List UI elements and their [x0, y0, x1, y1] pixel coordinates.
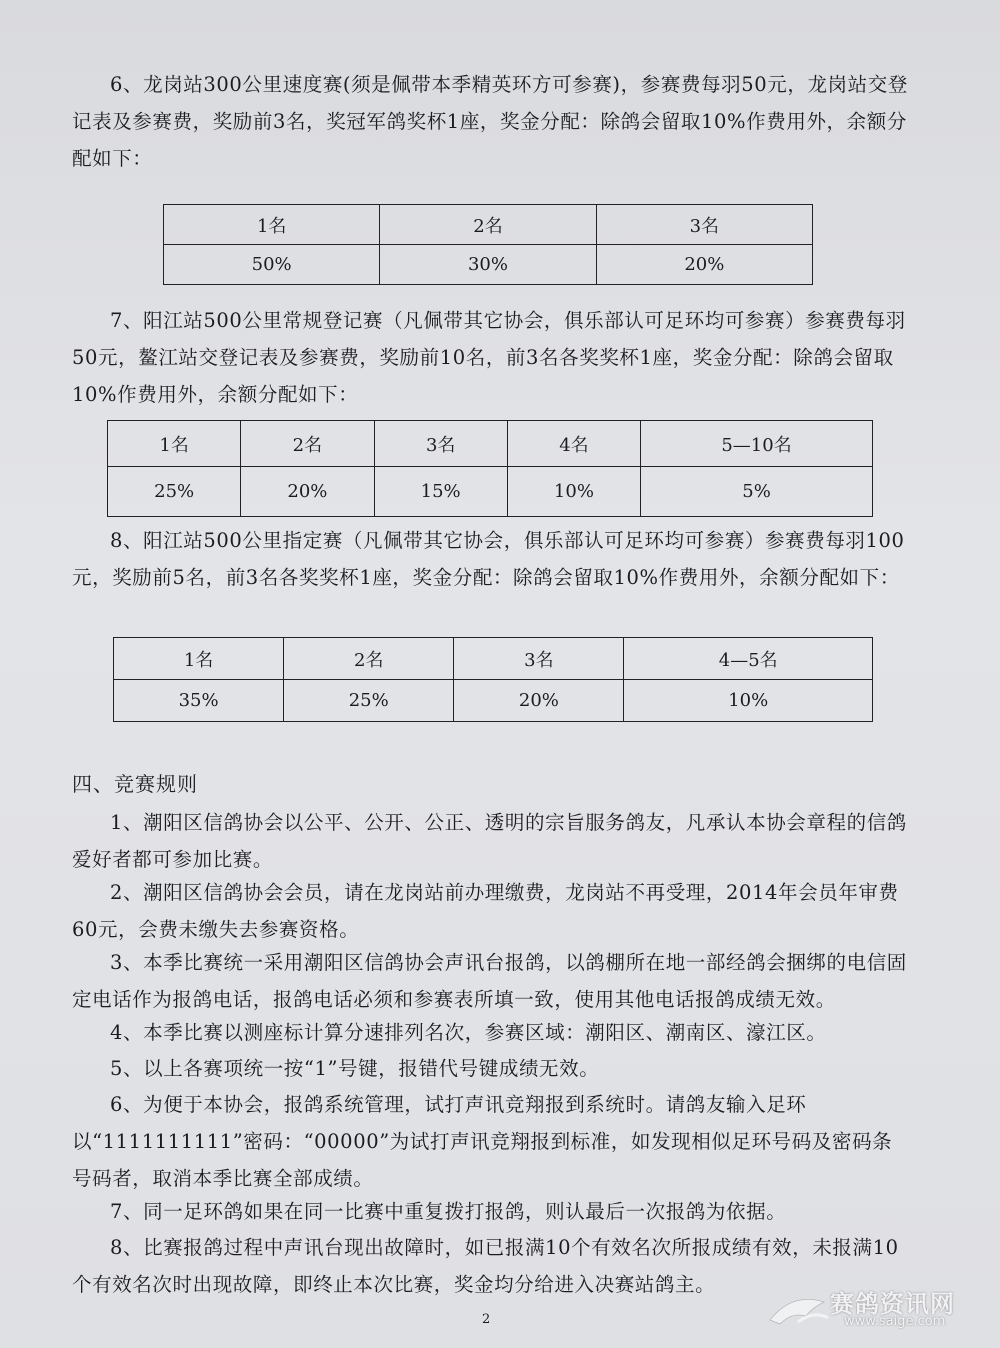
item-8-text: 8、阳江站500公里指定赛（凡佩带其它协会，俱乐部认可足环均可参赛）参赛费每羽100元，奖励前5名，前3名各奖奖杯1座，奖金分配：除鸽会留取10%作费用外，余额分配如下： [72, 529, 905, 589]
table2-header-3: 3名 [374, 421, 507, 467]
table2-header-5: 5—10名 [641, 421, 873, 467]
table1-header-1: 1名 [164, 205, 380, 245]
table1-header-3: 3名 [596, 205, 812, 245]
watermark-url: www.saige.com [844, 1314, 946, 1329]
table3-value-1: 35% [114, 680, 284, 722]
table2-header-2: 2名 [241, 421, 374, 467]
table1-value-2: 30% [380, 245, 596, 285]
table3-header-4: 4—5名 [624, 638, 873, 680]
table2-value-5: 5% [641, 467, 873, 517]
watermark-site-name: 赛鸽资讯网 [830, 1290, 955, 1318]
table2-header-4: 4名 [507, 421, 640, 467]
table2-value-3: 15% [374, 467, 507, 517]
table1-value-3: 20% [596, 245, 812, 285]
table3-header-3: 3名 [454, 638, 624, 680]
section-4-heading: 四、竞赛规则 [72, 772, 198, 796]
table1-header-2: 2名 [380, 205, 596, 245]
rule-2: 2、潮阳区信鸽协会会员，请在龙岗站前办理缴费，龙岗站不再受理，2014年会员年审费60元，会费未缴失去参赛资格。 [72, 881, 899, 941]
table3-header-2: 2名 [284, 638, 454, 680]
table3-value-4: 10% [624, 680, 873, 722]
prize-table-2 [107, 420, 873, 517]
rule-3: 3、本季比赛统一采用潮阳区信鸽协会声讯台报鸽，以鸽棚所在地一部经鸽会捆绑的电信固定电话作为报鸽电话，报鸽电话必须和参赛表所填一致，使用其他电话报鸽成绩无效。 [72, 951, 907, 1011]
table2-value-4: 10% [507, 467, 640, 517]
prize-table-3 [113, 637, 873, 722]
table1-value-1: 50% [164, 245, 380, 285]
item-6-text: 6、龙岗站300公里速度赛(须是佩带本季精英环方可参赛)，参赛费每羽50元，龙岗站交登记表及参赛费，奖励前3名，奖冠军鸽奖杯1座，奖金分配：除鸽会留取10%作费用外，余额分配如下： [72, 73, 908, 170]
table2-value-1: 25% [108, 467, 241, 517]
page-number: 2 [482, 1312, 491, 1327]
rule-6: 6、为便于本协会，报鸽系统管理，试打声讯竞翔报到系统时。请鸽友输入足环以“1111111111”密码：“00000”为试打声讯竞翔报到标准，如发现相似足环号码及密码条号码者，取消本季比赛全部成绩。 [72, 1093, 893, 1190]
table3-value-2: 25% [284, 680, 454, 722]
rule-4: 4、本季比赛以测座标计算分速排列名次，参赛区域：潮阳区、潮南区、濠江区。 [110, 1021, 827, 1044]
prize-table-1 [163, 204, 813, 285]
rule-8: 8、比赛报鸽过程中声讯台现出故障时，如已报满10个有效名次所报成绩有效，未报满10个有效名次时出现故障，即终止本次比赛，奖金均分给进入决赛站鸽主。 [72, 1236, 899, 1296]
rule-1: 1、潮阳区信鸽协会以公平、公开、公正、透明的宗旨服务鸽友，凡承认本协会章程的信鸽爱好者都可参加比赛。 [72, 811, 907, 871]
table3-value-3: 20% [454, 680, 624, 722]
item-7-text: 7、阳江站500公里常规登记赛（凡佩带其它协会，俱乐部认可足环均可参赛）参赛费每羽50元，鳌江站交登记表及参赛费，奖励前10名，前3名各奖奖杯1座，奖金分配：除鸽会留取10%作费用外，余额分配如下： [72, 309, 906, 406]
rule-7: 7、同一足环鸽如果在同一比赛中重复拨打报鸽，则认最后一次报鸽为依据。 [110, 1200, 787, 1223]
table2-value-2: 20% [241, 467, 374, 517]
rule-5: 5、以上各赛项统一按“1”号键，报错代号键成绩无效。 [110, 1057, 600, 1080]
table2-header-1: 1名 [108, 421, 241, 467]
table3-header-1: 1名 [114, 638, 284, 680]
